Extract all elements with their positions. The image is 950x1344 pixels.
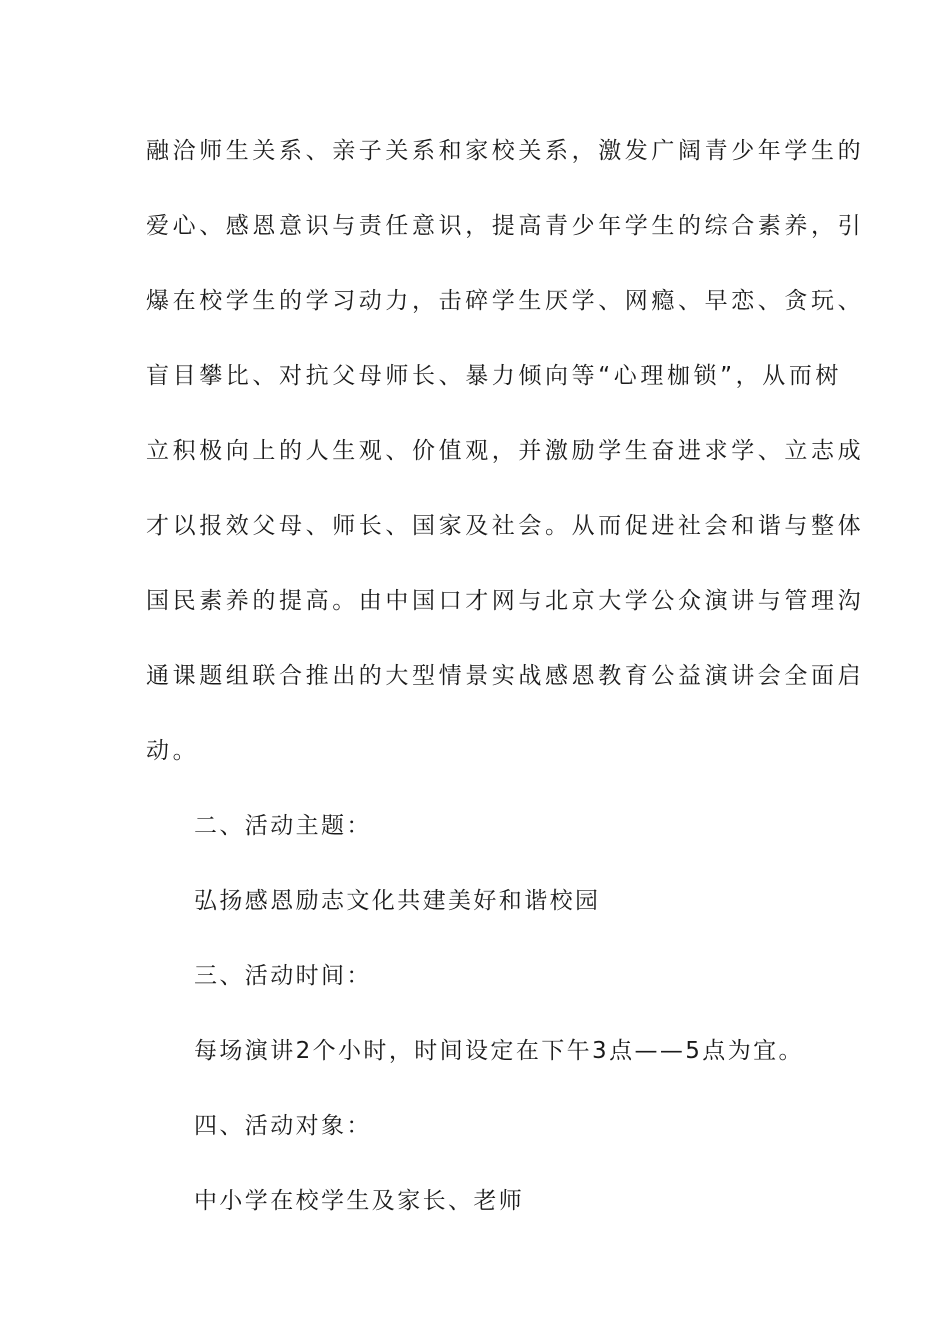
section-heading-theme: 二、活动主题：: [194, 813, 372, 839]
paragraph-line: 爆在校学生的学习动力，击碎学生厌学、网瘾、早恋、贪玩、: [146, 288, 865, 314]
paragraph-line: 爱心、感恩意识与责任意识，提高青少年学生的综合素养，引: [146, 213, 865, 239]
section-content-audience: 中小学在校学生及家长、老师: [194, 1188, 525, 1214]
paragraph-line: 通课题组联合推出的大型情景实战感恩教育公益演讲会全面启: [146, 663, 865, 689]
paragraph-line: 国民素养的提高。由中国口才网与北京大学公众演讲与管理沟: [146, 588, 865, 614]
paragraph-line: 才以报效父母、师长、国家及社会。从而促进社会和谐与整体: [146, 513, 865, 539]
section-content-theme: 弘扬感恩励志文化共建美好和谐校园: [194, 888, 601, 914]
paragraph-line: 盲目攀比、对抗父母师长、暴力倾向等“心理枷锁”，从而树: [146, 363, 843, 389]
paragraph-line: 动。: [146, 738, 200, 764]
section-content-time: 每场演讲2个小时，时间设定在下午3点——5点为宜。: [194, 1038, 804, 1064]
paragraph-line: 立积极向上的人生观、价值观，并激励学生奋进求学、立志成: [146, 438, 865, 464]
paragraph-line: 融洽师生关系、亲子关系和家校关系，激发广阔青少年学生的: [146, 138, 865, 164]
section-heading-time: 三、活动时间：: [194, 963, 372, 989]
section-heading-audience: 四、活动对象：: [194, 1113, 372, 1139]
